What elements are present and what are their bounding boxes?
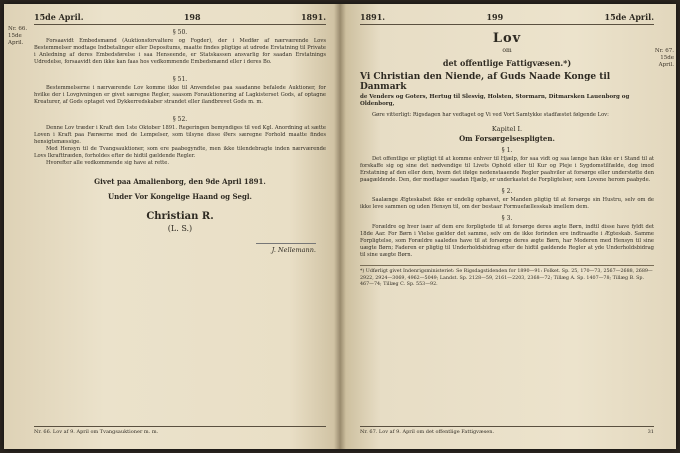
countersignature: J. Nellemann. <box>256 243 316 254</box>
king-line-2: de Venders og Goters, Hertug til Slesvig, Holsten, Stormarn, Ditmarsken Lauenborg og Oldenborg, <box>360 94 630 107</box>
right-margin-nr: Nr. 67. <box>654 48 674 54</box>
right-head-page-number: 199 <box>486 12 504 22</box>
right-page-footer <box>360 426 654 435</box>
section-51-heading: § 51. <box>172 76 188 83</box>
book-gutter <box>334 4 346 449</box>
right-margin-month: April. <box>658 62 674 68</box>
section-50-text: Forsaavidt Embedsmænd (Auktionsforvaltere og Fogder), der i Medfør af nærværende Lovs Bestemmelser modtage Indbetalinger eller Depositums, maatte findes pligtige at udrede Erstatning til Private i Anledning af deres Embedsførelse i saa Henseende, er Statskassen ansvarlig for saadan Erstatnings Udredelse, forsaavidt den ikke kan faas hos vedkommende Embedsmænd eller i deres Bo. <box>34 38 326 65</box>
right-running-head <box>360 12 654 25</box>
section-50-heading: § 50. <box>172 29 188 36</box>
left-head-year: 1891. <box>300 12 326 22</box>
section-52-heading: § 52. <box>172 116 188 123</box>
footnote: *) Udførligt givet Indenrigsministeriet: Se Rigsdagstidenden for 1890—91: Folket. Sp. 25, 170—73, 2567—2688, 2689—2922, 2924—3069, 4962—5049; Landst. Sp. 2128—59, 2161—2203, 2368—72; Tillæg A. Sp. 1407—78; Tillæg B. Sp. 467—74; Tillæg C. Sp. 553—92. <box>360 265 654 289</box>
right-footer-title: Nr. 67. Lov af 9. April om det offentlige Fattigvæsen. <box>360 429 495 435</box>
seal-mark: (L. S.) <box>167 224 193 233</box>
king-line-1: Vi Christian den Niende, af Guds Naade Konge til Danmark <box>360 72 611 92</box>
law-heading: Lov <box>492 31 522 46</box>
right-page <box>340 4 676 449</box>
under-hand-and-seal-line: Under Vor Kongelige Haand og Segl. <box>108 192 252 201</box>
section-2-heading: § 2. <box>501 188 513 195</box>
law-heading-om: om <box>502 47 512 54</box>
section-52-text-continued: Med Hensyn til de Tvangsauktioner, som ere paabegyndte, men ikke tilendebragte inden nærværende Lovs Ikrafttræden, forholdes efter de hidtil gældende Regler. <box>34 146 326 159</box>
left-margin-month: April. <box>8 40 24 46</box>
section-1-text: Det offentlige er pligtigt til at komme enhver til Hjælp, for saa vidt og saa længe han ikke er i Stand til at forskaffe sig og sine det nødvendige til Livets Ophold eller til Kur og Pleje i Sygdomstilfælde, dog imod Erstatning af den eller dem, hvem det ifølge nedenstaaende Regler paahviler at forsørge eller understøtte den paagældende. Den, der modtager saadan Hjælp, er underkastet de Forpligtelser, som Lovene herom paabyde. <box>360 156 654 183</box>
left-margin-note <box>8 26 27 47</box>
right-head-year: 1891. <box>360 12 386 22</box>
section-52-text: Denne Lov træder i Kraft den 1ste Oktober 1891. Regeringen bemyndiges til ved Kgl. Anordning at sætte Loven i Kraft paa Færøerne med de Lempelser, som tilsyne disse Øers særegne Forhold maatte findes hensigtsmæssige. <box>34 125 326 145</box>
chapter-number: Kapitel I. <box>491 125 523 133</box>
left-page-footer: Nr. 66. Lov af 9. April om Tvangsauktioner m. m. <box>34 426 326 435</box>
section-2-text: Saalænge Ægteskabet ikke er endelig ophævet, er Manden pligtig til at forsørge sin Hustru, selv om de ikke leve sammen og uden Hensyn til, om der bestaar Formuefællesskab imellem dem. <box>360 197 654 210</box>
chapter-title: Om Forsørgelsespligten. <box>459 134 555 143</box>
left-head-date: 15de April. <box>34 12 84 22</box>
left-head-page-number: 198 <box>183 12 201 22</box>
royal-signature: Christian R. <box>146 211 214 222</box>
right-margin-note <box>655 48 674 69</box>
left-page <box>4 4 340 449</box>
section-3-heading: § 3. <box>501 215 513 222</box>
law-title: det offentlige Fattigvæsen.*) <box>442 58 572 68</box>
left-margin-date: 15de <box>8 33 22 39</box>
right-footer-signature-number: 31 <box>647 429 654 435</box>
given-at-line: Givet paa Amalienborg, den 9de April 1891. <box>94 177 266 186</box>
book-spread <box>4 4 676 449</box>
section-51-text: Bestemmelserne i nærværende Lov komme ikke til Anvendelse paa saadanne befalede Auktioner, for hvilke der i Lovgivningen er givet særegne Regler, saasom Forauktionering af Lagkisterset Gods, af optagne Kreaturer, af Gods optaget ved Dykkerredskaber strandet eller ilandbrevet Gods m. m. <box>34 85 326 105</box>
right-margin-date: 15de <box>660 55 674 61</box>
left-margin-nr: Nr. 66. <box>8 26 28 32</box>
section-3-text: Forældre og hver især af dem ere forpligtede til at forsørge deres ægte Børn, indtil disse have fyldt det 18de Aar. For Børn i Vielse gælder det samme, selv om de ikke forinden ere indtraadte i Ægteskab. Samme Forpligtelse, som Forældre saaledes have til at forsørge deres ægte Børn, har Moderen med Hensyn til sine uægte Børn; Faderen er pligtig til Underholdsbidrag efter de hidtil gældende Regler at yde Underholdsbidrag til sine uægte Børn. <box>360 224 654 258</box>
left-running-head <box>34 12 326 25</box>
enactment-formula: Gøre vitterligt: Rigsdagen har vedtaget og Vi ved Vort Samtykke stadfæstet følgende Lov: <box>372 112 609 118</box>
section-1-heading: § 1. <box>501 147 513 154</box>
closing-formula: Hvorefter alle vedkommende sig have at rette. <box>46 160 169 166</box>
right-head-date: 15de April. <box>604 12 654 22</box>
